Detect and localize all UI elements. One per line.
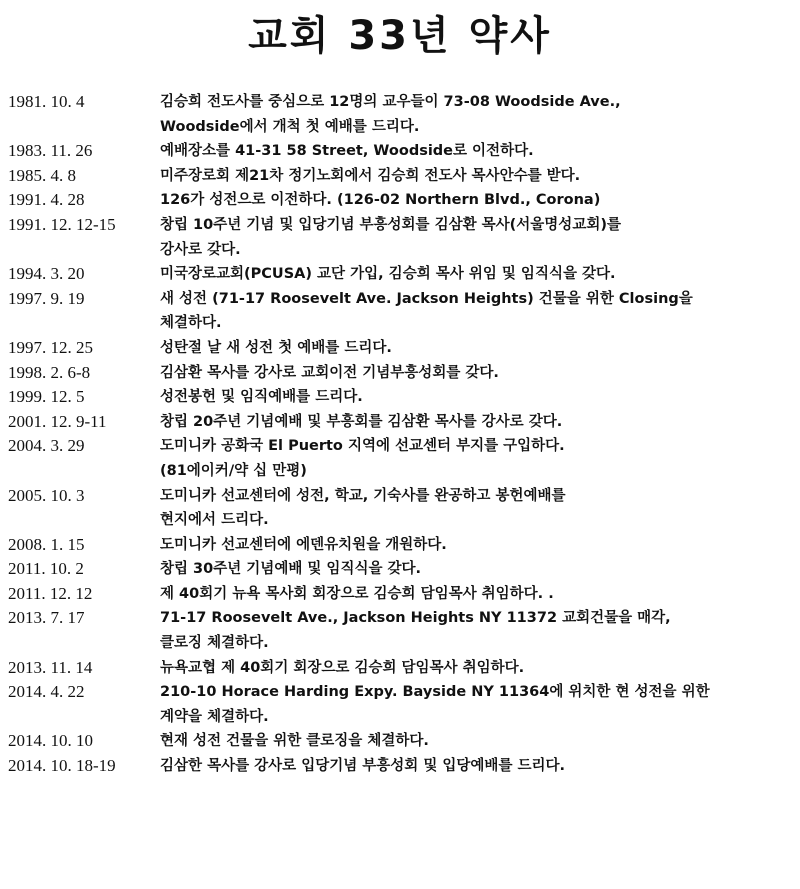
entry-date: 2004. 3. 29 xyxy=(8,436,85,456)
entry-description xyxy=(160,656,788,681)
entry-description-line: 강사로 갖다. xyxy=(160,241,241,258)
timeline-entry xyxy=(0,484,800,533)
entry-description-line: 제 40회기 뉴욕 목사회 회장으로 김승희 담임목사 취임하다. . xyxy=(160,585,554,602)
entry-description-line: 현지에서 드리다. xyxy=(160,512,269,529)
entry-description-line: (81에이커/약 십 만평) xyxy=(160,462,307,479)
entry-description-line: 창립 10주년 기념 및 입당기념 부흥성회를 김삼환 목사(서울명성교회)를 xyxy=(160,216,621,233)
entry-date: 1998. 2. 6-8 xyxy=(8,362,91,382)
entry-description xyxy=(160,557,788,582)
entry-description xyxy=(160,582,788,607)
entry-description-line: 계약을 체결하다. xyxy=(160,708,269,725)
timeline-entry xyxy=(0,385,800,410)
entry-description xyxy=(160,164,788,189)
entry-date: 1991. 12. 12-15 xyxy=(8,214,116,234)
entry-date: 2014. 4. 22 xyxy=(8,682,85,702)
timeline-entry xyxy=(0,754,800,779)
entry-date: 1983. 11. 26 xyxy=(8,141,93,161)
timeline-entry xyxy=(0,188,800,213)
entry-description xyxy=(160,361,788,386)
entry-description-line: 도미니카 선교센터에 에덴유치원을 개원하다. xyxy=(160,536,447,553)
timeline-entry xyxy=(0,139,800,164)
timeline-entry xyxy=(0,606,800,655)
entry-date: 1991. 4. 28 xyxy=(8,190,85,210)
entry-description xyxy=(160,484,788,533)
entry-date: 2011. 10. 2 xyxy=(8,559,84,579)
entry-description xyxy=(160,287,788,336)
entry-description-line: 새 성전 (71-17 Roosevelt Ave. Jackson Heights) 건물을 위한 Closing을 xyxy=(160,290,693,307)
entry-date: 1981. 10. 4 xyxy=(8,92,85,111)
entry-date: 1985. 4. 8 xyxy=(8,165,76,185)
timeline-entry xyxy=(0,434,800,483)
entry-description-line: 126가 성전으로 이전하다. (126-02 Northern Blvd., Corona) xyxy=(160,192,601,209)
entry-description xyxy=(160,729,788,754)
entry-description-line: 도미니카 선교센터에 성전, 학교, 기숙사를 완공하고 봉헌예배를 xyxy=(160,487,566,504)
history-timeline xyxy=(0,90,800,779)
entry-date: 2005. 10. 3 xyxy=(8,485,85,505)
timeline-entry xyxy=(0,262,800,287)
entry-date: 2013. 11. 14 xyxy=(8,657,93,677)
entry-description-line: 클로징 체결하다. xyxy=(160,635,269,652)
entry-description-line: 도미니카 공화국 El Puerto 지역에 선교센터 부지를 구입하다. xyxy=(160,438,565,455)
entry-description-line: 창립 30주년 기념예배 및 임직식을 갖다. xyxy=(160,561,422,578)
timeline-entry xyxy=(0,361,800,386)
timeline-entry xyxy=(0,729,800,754)
entry-date: 2011. 12. 12 xyxy=(8,583,93,603)
entry-date: 2001. 12. 9-11 xyxy=(8,411,107,431)
timeline-entry xyxy=(0,557,800,582)
entry-description xyxy=(160,188,788,213)
entry-date: 1994. 3. 20 xyxy=(8,264,85,284)
timeline-entry xyxy=(0,533,800,558)
entry-description-line: Woodside에서 개척 첫 예배를 드리다. xyxy=(160,118,420,135)
entry-date: 2013. 7. 17 xyxy=(8,608,85,628)
timeline-entry xyxy=(0,287,800,336)
entry-description xyxy=(160,434,788,483)
entry-date: 1997. 9. 19 xyxy=(8,288,85,308)
entry-description-line: 뉴욕교협 제 40회기 회장으로 김승희 담임목사 취임하다. xyxy=(160,659,525,676)
entry-description xyxy=(160,680,788,729)
entry-description-line: 현재 성전 건물을 위한 클로징을 체결하다. xyxy=(160,733,429,750)
entry-description-line: 성탄절 날 새 성전 첫 예배를 드리다. xyxy=(160,339,392,356)
entry-date: 1997. 12. 25 xyxy=(8,337,93,357)
entry-description xyxy=(160,385,788,410)
entry-description-line: 창립 20주년 기념예배 및 부흥회를 김삼환 목사를 강사로 갖다. xyxy=(160,413,563,430)
entry-description xyxy=(160,139,788,164)
timeline-entry xyxy=(0,336,800,361)
entry-description-line: 성전봉헌 및 임직예배를 드리다. xyxy=(160,389,363,406)
entry-description-line: 예배장소를 41-31 58 Street, Woodside로 이전하다. xyxy=(160,143,534,160)
entry-description xyxy=(160,606,788,655)
timeline-entry xyxy=(0,410,800,435)
entry-description-line: 미국장로교회(PCUSA) 교단 가입, 김승희 목사 위임 및 임직식을 갖다. xyxy=(160,266,616,283)
timeline-entry xyxy=(0,90,800,139)
timeline-entry xyxy=(0,213,800,262)
entry-description xyxy=(160,262,788,287)
timeline-entry xyxy=(0,164,800,189)
entry-description-line: 71-17 Roosevelt Ave., Jackson Heights NY 11372 교회건물을 매각, xyxy=(160,610,671,627)
timeline-entry xyxy=(0,656,800,681)
entry-description-line: 김삼한 목사를 강사로 입당기념 부흥성회 및 입당예배를 드리다. xyxy=(160,758,566,775)
entry-date: 2014. 10. 18-19 xyxy=(8,756,116,776)
entry-description xyxy=(160,336,788,361)
entry-description-line: 김삼환 목사를 강사로 교회이전 기념부흥성회를 갖다. xyxy=(160,364,499,381)
page-title: 교회 33년 약사 xyxy=(248,13,552,59)
entry-date: 2014. 10. 10 xyxy=(8,731,93,751)
timeline-entry xyxy=(0,680,800,729)
entry-description-line: 체결하다. xyxy=(160,315,222,332)
entry-description xyxy=(160,410,788,435)
entry-description xyxy=(160,533,788,558)
entry-description xyxy=(160,213,788,262)
entry-description xyxy=(160,90,788,139)
entry-date: 2008. 1. 15 xyxy=(8,534,85,554)
entry-description-line: 210-10 Horace Harding Expy. Bayside NY 11364에 위치한 현 성전을 위한 xyxy=(160,684,710,701)
entry-date: 1999. 12. 5 xyxy=(8,387,85,407)
entry-description xyxy=(160,754,788,779)
timeline-entry xyxy=(0,582,800,607)
entry-description-line: 김승희 전도사를 중심으로 12명의 교우들이 73-08 Woodside Ave., xyxy=(160,94,621,110)
entry-description-line: 미주장로회 제21차 정기노회에서 김승희 전도사 목사안수를 받다. xyxy=(160,167,581,184)
